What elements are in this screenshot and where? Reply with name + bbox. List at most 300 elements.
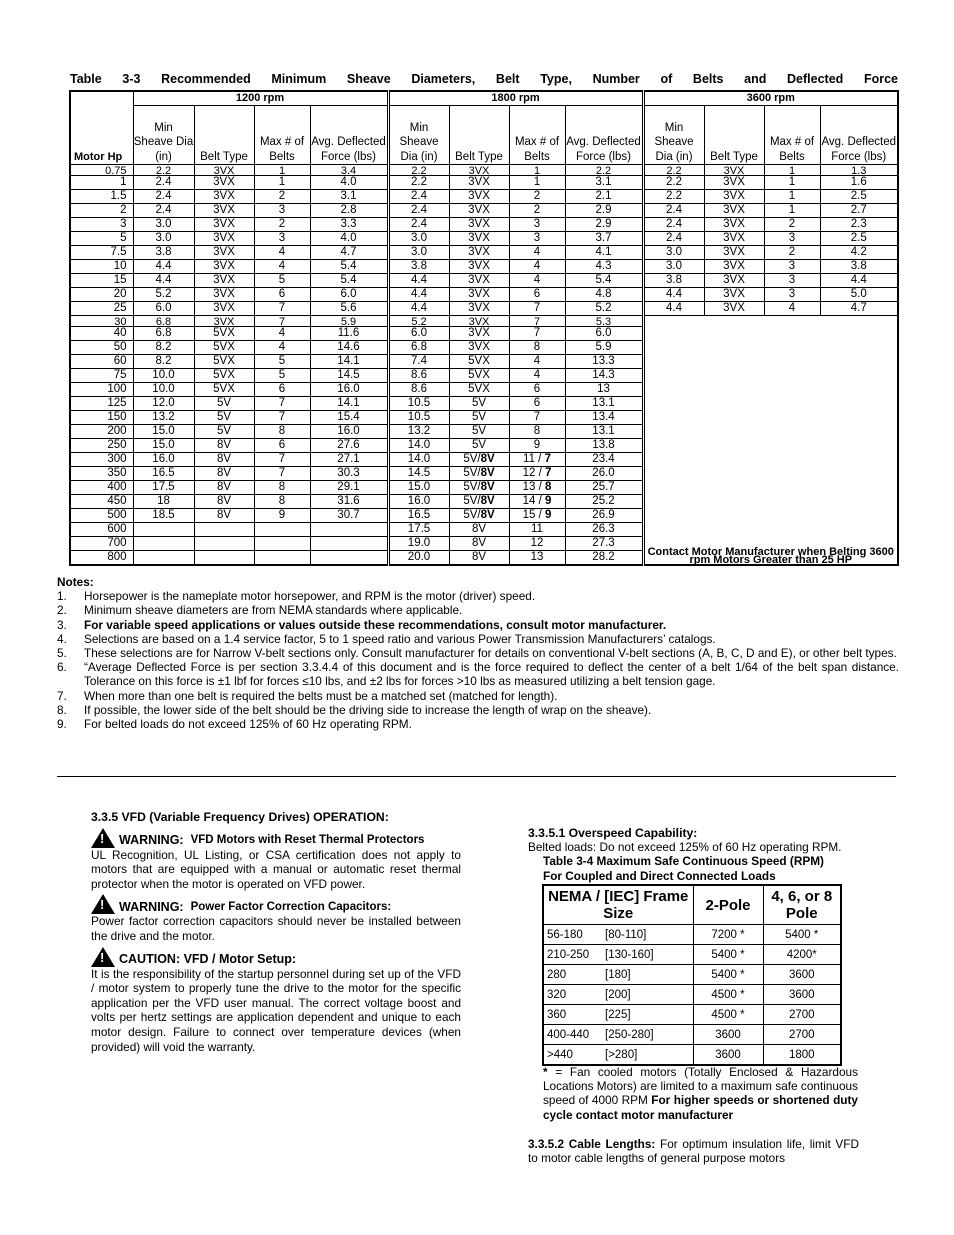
warning-triangle-icon	[91, 828, 115, 848]
table-cell: 6.8	[388, 341, 449, 355]
note-number: 9.	[57, 717, 67, 732]
table-cell: 14.5	[310, 369, 388, 383]
motor-hp-cell: 5	[70, 232, 133, 246]
table-cell: 13.4	[565, 411, 643, 425]
table-cell: 2	[509, 190, 565, 204]
caution-triangle-icon	[91, 947, 115, 967]
table-cell: 3VX	[704, 246, 764, 260]
warning-triangle-icon	[91, 894, 115, 914]
table-cell: 4.0	[310, 232, 388, 246]
table-cell: 7	[254, 411, 310, 425]
table-cell: 3.0	[388, 232, 449, 246]
table-cell: 5.2	[565, 302, 643, 316]
warning-2-title: Power Factor Correction Capacitors:	[190, 900, 392, 913]
column-subheader: Belt Type	[704, 106, 764, 165]
note-number: 6.	[57, 660, 67, 675]
vfd-section	[91, 810, 461, 1054]
note-item	[57, 618, 899, 632]
table-row	[70, 165, 898, 176]
table-cell: 26.3	[565, 523, 643, 537]
table-cell: 5.9	[565, 341, 643, 355]
table-cell: 4.2	[820, 246, 898, 260]
table-cell: 3.8	[643, 274, 704, 288]
table-cell: 4	[254, 327, 310, 341]
table-cell: 4	[254, 246, 310, 260]
table-cell: 8	[254, 495, 310, 509]
table-cell: 3VX	[194, 274, 254, 288]
motor-hp-cell: 250	[70, 439, 133, 453]
table-cell: 5.4	[565, 274, 643, 288]
iec-frame: [225]	[605, 1008, 631, 1021]
frame-size-cell	[543, 945, 693, 965]
frame-size-cell	[543, 1025, 693, 1045]
overspeed-text: Belted loads: Do not exceed 125% of 60 Hz operating RPM.	[528, 840, 842, 855]
nema-frame: 56-180	[547, 928, 583, 941]
table-cell: 8	[254, 481, 310, 495]
table-cell: 14.5	[388, 467, 449, 481]
table-cell: 7	[509, 302, 565, 316]
table-cell	[254, 537, 310, 551]
table-cell: 6.8	[133, 327, 194, 341]
table-3-4-footnote	[543, 1065, 858, 1122]
table-cell: 3.7	[565, 232, 643, 246]
table-cell: 3VX	[449, 302, 509, 316]
table-cell	[194, 523, 254, 537]
table-cell: 7	[254, 316, 310, 327]
nema-frame: 400-440	[547, 1028, 590, 1041]
table-cell: 5.6	[310, 302, 388, 316]
frame-size-cell	[543, 1005, 693, 1025]
table-cell: 6	[254, 383, 310, 397]
table-cell: 5V	[449, 425, 509, 439]
table-cell: 3VX	[449, 176, 509, 190]
table-row	[70, 302, 898, 316]
table-cell: 23.4	[565, 453, 643, 467]
table-cell: 3VX	[194, 302, 254, 316]
table-cell: 1.6	[820, 176, 898, 190]
table-cell	[310, 551, 388, 566]
table-cell: 15.0	[388, 481, 449, 495]
table-cell: 3	[509, 232, 565, 246]
table-cell: 3.0	[133, 218, 194, 232]
contact-manufacturer-note: Contact Motor Manufacturer when Belting 3600 rpm Motors Greater than 25 HP	[643, 316, 898, 566]
table-cell: 6	[254, 439, 310, 453]
table-row	[70, 176, 898, 190]
table-cell: 3	[764, 288, 820, 302]
motor-hp-cell: 125	[70, 397, 133, 411]
table-cell: 7.4	[388, 355, 449, 369]
table-cell: 2	[254, 190, 310, 204]
cable-section	[528, 1137, 859, 1165]
table-cell	[310, 537, 388, 551]
table-row	[543, 1025, 841, 1045]
table-cell: 8V	[194, 439, 254, 453]
t34-header: 2-Pole	[693, 885, 763, 925]
table-cell: 3VX	[194, 165, 254, 176]
table-cell: 3	[764, 260, 820, 274]
table-cell: 18.5	[133, 509, 194, 523]
table-cell: 5.2	[133, 288, 194, 302]
rpm-group-header: 3600 rpm	[643, 91, 898, 106]
note-item	[57, 632, 899, 646]
nema-frame: 320	[547, 988, 567, 1001]
table-cell: 5V	[449, 439, 509, 453]
table-cell: 16.0	[388, 495, 449, 509]
motor-hp-cell: 400	[70, 481, 133, 495]
table-cell: 3VX	[449, 274, 509, 288]
table-cell: 20.0	[388, 551, 449, 566]
table-cell: 2.9	[565, 218, 643, 232]
motor-hp-cell: 2	[70, 204, 133, 218]
table-cell: 4.4	[133, 260, 194, 274]
table-cell: 1	[254, 165, 310, 176]
table-cell: 4.4	[820, 274, 898, 288]
table-cell: 5VX	[194, 383, 254, 397]
two-pole-cell: 5400 *	[693, 965, 763, 985]
table-cell: 5.3	[565, 316, 643, 327]
table-cell: 7	[254, 397, 310, 411]
footnote-bold: For higher speeds or shortened duty cycle contact motor manufacturer	[543, 1093, 858, 1122]
table-cell: 3VX	[194, 316, 254, 327]
table-cell: 3.8	[820, 260, 898, 274]
table-row	[543, 1045, 841, 1066]
table-cell: 25.7	[565, 481, 643, 495]
table-cell: 2	[764, 218, 820, 232]
table-cell: 16.0	[310, 383, 388, 397]
notes-section	[57, 575, 899, 731]
overspeed-section	[528, 826, 859, 883]
multi-pole-cell: 5400 *	[763, 925, 841, 945]
warning-1	[91, 828, 461, 848]
table-cell: 30.3	[310, 467, 388, 481]
table-cell: 3VX	[704, 204, 764, 218]
table-cell: 5VX	[194, 327, 254, 341]
note-text: Minimum sheave diameters are from NEMA standards where applicable.	[84, 603, 463, 618]
multi-pole-cell: 4200*	[763, 945, 841, 965]
table-cell: 2.4	[133, 204, 194, 218]
note-number: 2.	[57, 603, 67, 618]
table-cell: 2.2	[388, 176, 449, 190]
table-cell: 3.0	[388, 246, 449, 260]
motor-hp-cell: 700	[70, 537, 133, 551]
table-cell: 6.0	[388, 327, 449, 341]
table-cell: 1	[764, 165, 820, 176]
note-number: 4.	[57, 631, 67, 646]
table-cell: 1	[764, 176, 820, 190]
frame-size-cell	[543, 985, 693, 1005]
motor-hp-cell: 150	[70, 411, 133, 425]
table-cell	[133, 523, 194, 537]
note-number: 8.	[57, 702, 67, 717]
table-cell: 3VX	[449, 260, 509, 274]
table-cell: 8.2	[133, 355, 194, 369]
table-cell: 5V/8V	[449, 467, 509, 481]
motor-hp-cell: 300	[70, 453, 133, 467]
table-cell: 14.0	[388, 439, 449, 453]
table-cell: 27.6	[310, 439, 388, 453]
table-cell: 14.0	[388, 453, 449, 467]
table-cell: 3	[254, 232, 310, 246]
note-item	[57, 603, 899, 617]
vfd-heading: 3.3.5 VFD (Variable Frequency Drives) OPERATION:	[91, 810, 389, 824]
note-item	[57, 689, 899, 703]
table-cell	[194, 551, 254, 566]
table-cell: 3.3	[310, 218, 388, 232]
table-cell: 31.6	[310, 495, 388, 509]
table-cell: 3	[764, 274, 820, 288]
table-cell: 25.2	[565, 495, 643, 509]
warning-1-text: UL Recognition, UL Listing, or CSA certification does not apply to motors that are equipped with a manual or automatic reset thermal protector when the motor is operated on VFD power.	[91, 847, 461, 891]
table-cell: 13.3	[565, 355, 643, 369]
table-cell: 2.2	[643, 190, 704, 204]
table-cell: 2.3	[820, 218, 898, 232]
table-cell: 5V	[449, 411, 509, 425]
multi-pole-cell: 3600	[763, 965, 841, 985]
table-cell: 3VX	[704, 232, 764, 246]
motor-hp-cell: 0.75	[70, 165, 133, 176]
column-subheader: Avg. Deflected Force (lbs)	[820, 106, 898, 165]
motor-hp-cell: 1.5	[70, 190, 133, 204]
motor-hp-cell: 350	[70, 467, 133, 481]
table-cell: 3.4	[310, 165, 388, 176]
table-3-4-caption-1: Table 3-4 Maximum Safe Continuous Speed (RPM)	[543, 854, 824, 869]
table-cell: 14.3	[565, 369, 643, 383]
table-cell: 5VX	[449, 383, 509, 397]
table-cell	[310, 523, 388, 537]
caution	[91, 947, 461, 967]
multi-pole-cell: 1800	[763, 1045, 841, 1066]
two-pole-cell: 3600	[693, 1045, 763, 1066]
note-item	[57, 703, 899, 717]
table-3-4	[542, 884, 842, 1066]
table-cell: 3VX	[449, 246, 509, 260]
table-cell: 5.4	[310, 274, 388, 288]
table-cell: 9	[254, 509, 310, 523]
column-subheader: Max # of Belts	[509, 106, 565, 165]
table-cell: 8.6	[388, 369, 449, 383]
subheader-row	[70, 106, 898, 165]
motor-hp-cell: 3	[70, 218, 133, 232]
nema-frame: 210-250	[547, 948, 590, 961]
note-text: When more than one belt is required the belts must be a matched set (matched for length).	[84, 688, 558, 703]
table-cell: 14.1	[310, 355, 388, 369]
motor-hp-cell: 800	[70, 551, 133, 566]
table-cell: 16.5	[388, 509, 449, 523]
table-cell: 2.4	[643, 232, 704, 246]
table-row	[543, 985, 841, 1005]
table-3-3-caption: Table 3-3 Recommended Minimum Sheave Diameters, Belt Type, Number of Belts and Deflected Force	[70, 72, 898, 86]
table-cell: 3VX	[449, 316, 509, 327]
table-cell: 4	[509, 369, 565, 383]
column-subheader: Max # of Belts	[764, 106, 820, 165]
t34-header-row	[543, 885, 841, 925]
table-cell: 16.5	[133, 467, 194, 481]
table-cell: 15.0	[133, 425, 194, 439]
table-cell: 3.1	[565, 176, 643, 190]
two-pole-cell: 4500 *	[693, 985, 763, 1005]
footnote-text: = Fan cooled motors (Totally Enclosed & Hazardous Locations Motors) are limited to a maximum safe continuous speed of 4000 RPM	[543, 1065, 858, 1108]
table-cell: 10.0	[133, 369, 194, 383]
table-cell: 8V	[449, 551, 509, 566]
table-cell: 5V/8V	[449, 495, 509, 509]
table-cell: 3.8	[133, 246, 194, 260]
table-cell: 4.7	[820, 302, 898, 316]
table-cell: 4.4	[643, 288, 704, 302]
table-row	[70, 246, 898, 260]
table-cell: 3VX	[449, 190, 509, 204]
table-cell	[254, 551, 310, 566]
column-subheader: Min Sheave Dia (in)	[133, 106, 194, 165]
table-cell: 13	[509, 551, 565, 566]
table-cell: 3VX	[194, 246, 254, 260]
table-cell: 6.0	[565, 327, 643, 341]
table-cell: 4	[509, 260, 565, 274]
note-text: If possible, the lower side of the belt should be the driving side to increase the length of wrap on the sheave).	[84, 702, 652, 717]
table-cell: 5	[254, 274, 310, 288]
iec-frame: [80-110]	[605, 928, 647, 941]
motor-hp-cell: 10	[70, 260, 133, 274]
table-cell: 10.5	[388, 397, 449, 411]
table-cell: 5VX	[194, 341, 254, 355]
table-cell: 4	[764, 302, 820, 316]
column-subheader: Belt Type	[449, 106, 509, 165]
table-cell: 10.0	[133, 383, 194, 397]
table-cell: 5VX	[449, 369, 509, 383]
table-cell: 3VX	[704, 302, 764, 316]
table-cell: 8	[509, 425, 565, 439]
motor-hp-cell: 50	[70, 341, 133, 355]
note-number: 5.	[57, 646, 67, 661]
table-cell: 1	[509, 165, 565, 176]
iec-frame: [130-160]	[605, 948, 654, 961]
table-row	[543, 1005, 841, 1025]
table-row	[543, 965, 841, 985]
table-cell	[194, 537, 254, 551]
table-cell: 4.1	[565, 246, 643, 260]
motor-hp-cell: 600	[70, 523, 133, 537]
table-cell: 8V	[194, 509, 254, 523]
table-cell: 2	[764, 246, 820, 260]
table-row	[70, 218, 898, 232]
table-cell: 2.4	[643, 218, 704, 232]
table-cell: 8V	[194, 453, 254, 467]
cable-text: For optimum insulation life, limit VFD to motor cable lengths of general purpose motors	[528, 1137, 859, 1166]
table-cell: 30.7	[310, 509, 388, 523]
two-pole-cell: 7200 *	[693, 925, 763, 945]
table-cell: 5.4	[310, 260, 388, 274]
table-cell: 6	[509, 383, 565, 397]
rpm-group-header: 1800 rpm	[388, 91, 643, 106]
table-3-3	[69, 90, 899, 566]
table-cell: 4	[509, 355, 565, 369]
table-row	[70, 232, 898, 246]
table-cell: 3	[764, 232, 820, 246]
table-cell: 13.2	[133, 411, 194, 425]
table-cell: 3VX	[449, 288, 509, 302]
table-cell: 4.4	[643, 302, 704, 316]
table-cell: 2.9	[565, 204, 643, 218]
table-cell: 2	[254, 218, 310, 232]
motor-hp-cell: 450	[70, 495, 133, 509]
table-cell: 3.0	[643, 260, 704, 274]
table-cell: 27.3	[565, 537, 643, 551]
table-cell: 5V	[194, 411, 254, 425]
column-subheader: Belt Type	[194, 106, 254, 165]
warning-1-label: WARNING:	[119, 833, 184, 847]
table-cell: 15 / 9	[509, 509, 565, 523]
table-cell: 3.1	[310, 190, 388, 204]
table-cell: 8	[254, 425, 310, 439]
column-subheader: Avg. Deflected Force (lbs)	[565, 106, 643, 165]
note-text: Selections are based on a 1.4 service factor, 5 to 1 speed ratio and various Power Transmission Manufacturers’ catalogs.	[84, 631, 716, 646]
two-pole-cell: 4500 *	[693, 1005, 763, 1025]
note-number: 3.	[57, 617, 67, 632]
table-cell: 5V/8V	[449, 509, 509, 523]
table-cell: 2.4	[388, 190, 449, 204]
table-cell: 17.5	[388, 523, 449, 537]
table-cell: 9	[509, 439, 565, 453]
table-cell: 12 / 7	[509, 467, 565, 481]
table-cell: 18	[133, 495, 194, 509]
table-cell: 3VX	[449, 204, 509, 218]
table-row	[70, 204, 898, 218]
table-cell: 4.3	[565, 260, 643, 274]
table-cell: 3VX	[704, 218, 764, 232]
table-cell: 7	[254, 302, 310, 316]
table-cell: 6	[509, 397, 565, 411]
table-cell: 1	[254, 176, 310, 190]
table-cell: 3	[254, 204, 310, 218]
table-cell: 3VX	[449, 327, 509, 341]
table-cell: 3VX	[704, 274, 764, 288]
table-cell: 8.2	[133, 341, 194, 355]
frame-size-cell	[543, 1045, 693, 1066]
table-cell: 7	[509, 411, 565, 425]
table-cell: 4	[509, 246, 565, 260]
iec-frame: [250-280]	[605, 1028, 654, 1041]
table-cell: 6.0	[310, 288, 388, 302]
table-cell: 2.4	[133, 190, 194, 204]
table-cell: 11 / 7	[509, 453, 565, 467]
table-cell: 15.4	[310, 411, 388, 425]
warning-2	[91, 894, 461, 914]
motor-hp-cell: 100	[70, 383, 133, 397]
table-cell: 16.0	[310, 425, 388, 439]
note-item	[57, 660, 899, 688]
note-number: 1.	[57, 589, 67, 604]
table-row	[70, 190, 898, 204]
table-cell: 3VX	[194, 288, 254, 302]
table-cell: 5VX	[449, 355, 509, 369]
table-cell: 5V	[194, 397, 254, 411]
table-cell: 1	[764, 204, 820, 218]
motor-hp-cell: 30	[70, 316, 133, 327]
table-cell: 3VX	[194, 204, 254, 218]
table-cell: 11	[509, 523, 565, 537]
two-pole-cell: 3600	[693, 1025, 763, 1045]
motor-hp-cell: 75	[70, 369, 133, 383]
table-cell: 27.1	[310, 453, 388, 467]
table-cell: 4.0	[310, 176, 388, 190]
table-cell: 3VX	[194, 190, 254, 204]
table-cell: 3VX	[704, 176, 764, 190]
iec-frame: [200]	[605, 988, 631, 1001]
table-cell: 4.4	[388, 302, 449, 316]
table-cell	[254, 523, 310, 537]
motor-hp-cell: 20	[70, 288, 133, 302]
table-row	[70, 288, 898, 302]
notes-title: Notes:	[57, 575, 94, 589]
